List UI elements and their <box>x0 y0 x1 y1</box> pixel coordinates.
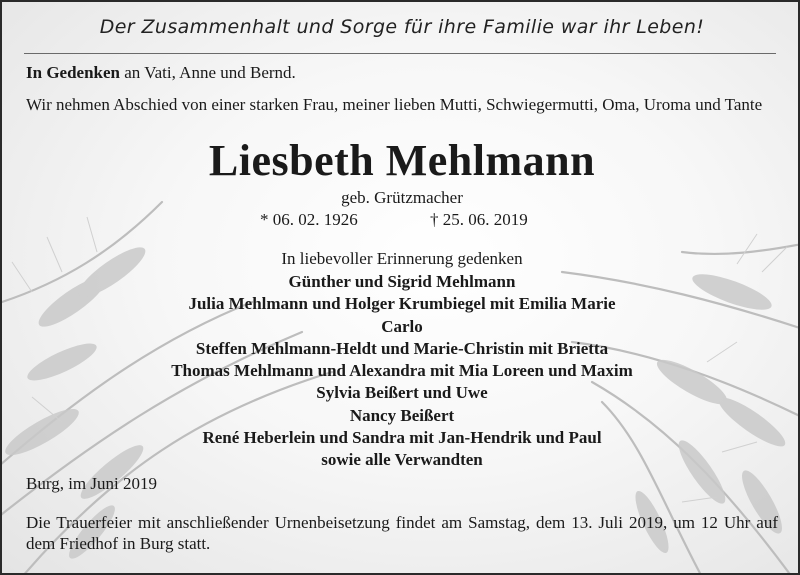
mourner-line: Steffen Mehlmann-Heldt und Marie-Christin mit Brietta <box>195 338 609 358</box>
intro-rest: an Vati, Anne und Bernd. <box>120 63 296 82</box>
birth-date: * 06. 02. 1926 <box>260 210 358 229</box>
mourner-line: Thomas Mehlmann und Alexandra mit Mia Loreen und Maxim <box>171 361 633 381</box>
intro-line <box>26 62 296 83</box>
mourner-line: René Heberlein und Sandra mit Jan-Hendrik und Paul <box>202 428 602 448</box>
memory-line: In liebevoller Erinnerung gedenken <box>281 249 523 268</box>
divider-line <box>24 53 776 54</box>
place-date: Burg, im Juni 2019 <box>26 474 157 493</box>
farewell-text: Wir nehmen Abschied von einer starken Frau, meiner lieben Mutti, Schwiegermutti, Oma, Uroma und Tante <box>26 95 763 114</box>
mourner-line: Günther und Sigrid Mehlmann <box>288 272 516 291</box>
intro-lead: In Gedenken <box>26 63 120 82</box>
mourner-line: Nancy Beißert <box>349 405 455 425</box>
motto-heading: Der Zusammenhalt und Sorge für ihre Familie war ihr Leben! <box>99 16 705 38</box>
mourner-line: Sylvia Beißert und Uwe <box>316 383 488 403</box>
mourner-line: sowie alle Verwandten <box>321 450 483 470</box>
deceased-name: Liesbeth Mehlmann <box>208 136 596 185</box>
mourners-list <box>2 271 800 472</box>
mourner-line: Julia Mehlmann und Holger Krumbiegel mit Emilia Marie <box>188 294 616 314</box>
mourner-line: Carlo <box>381 316 423 336</box>
funeral-notice: Die Trauerfeier mit anschließender Urnenbeisetzung findet am Samstag, dem 13. Juli 2019, um 12 Uhr auf dem Friedhof in Burg statt. <box>26 513 778 553</box>
birth-name: geb. Grützmacher <box>341 188 463 207</box>
death-date: † 25. 06. 2019 <box>430 210 528 229</box>
